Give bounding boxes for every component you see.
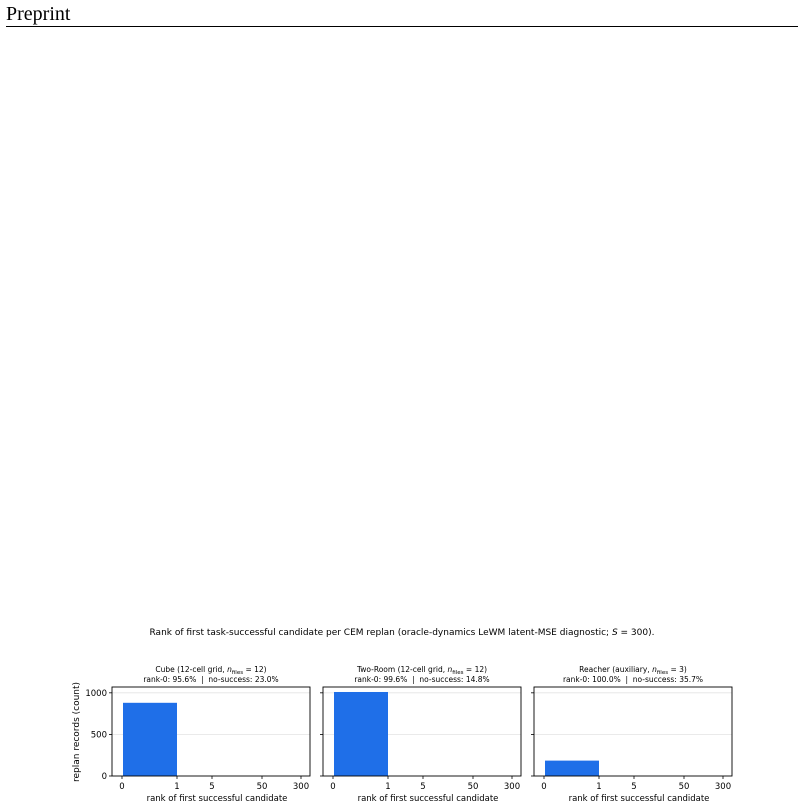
figure-suptitle: Rank of first task-successful candidate per CEM replan (oracle-dynamics LeWM latent-MSE diagnostic; S = 300). — [149, 628, 655, 638]
y-tick-label: 1000 — [85, 688, 107, 699]
x-tick-label: 0 — [119, 782, 125, 792]
panel-subtitle: rank-0: 95.6% | no-success: 23.0% — [143, 675, 279, 684]
x-tick-label: 50 — [467, 782, 479, 792]
x-tick-label: 50 — [256, 782, 268, 792]
x-axis-label: rank of first successful candidate — [568, 794, 710, 804]
chart-panel-1 — [85, 665, 310, 804]
panel-title: Reacher (auxiliary, $n_{files} = 3$) — [579, 665, 687, 676]
y-tick-label: 500 — [90, 730, 107, 741]
x-tick-label: 1 — [596, 782, 602, 792]
x-tick-label: 1 — [174, 782, 180, 792]
page-header: Preprint — [6, 3, 71, 25]
panel-subtitle: rank-0: 100.0% | no-success: 35.7% — [562, 675, 704, 684]
panel-title: Cube (12-cell grid, $n_{files} = 12$) — [155, 665, 267, 676]
y-tick-label: 0 — [101, 772, 107, 782]
panel-title: Two-Room (12-cell grid, $n_{files} = 12$) — [356, 665, 488, 676]
x-tick-label: 5 — [209, 782, 215, 792]
bar — [123, 703, 177, 776]
chart-panel-2 — [320, 665, 521, 804]
chart-panel-3 — [531, 665, 732, 804]
x-tick-label: 300 — [292, 782, 310, 792]
x-tick-label: 300 — [714, 782, 732, 792]
bar — [545, 761, 599, 776]
x-tick-label: 0 — [330, 782, 336, 792]
x-tick-label: 300 — [503, 782, 521, 792]
panel-subtitle: rank-0: 99.6% | no-success: 14.8% — [354, 675, 490, 684]
x-tick-label: 5 — [631, 782, 637, 792]
x-tick-label: 1 — [385, 782, 391, 792]
x-axis-label: rank of first successful candidate — [146, 794, 288, 804]
x-tick-label: 5 — [420, 782, 426, 792]
x-tick-label: 50 — [678, 782, 690, 792]
x-tick-label: 0 — [541, 782, 547, 792]
x-axis-label: rank of first successful candidate — [357, 794, 499, 804]
y-axis-label: replan records (count) — [72, 681, 82, 783]
bar — [334, 692, 388, 776]
